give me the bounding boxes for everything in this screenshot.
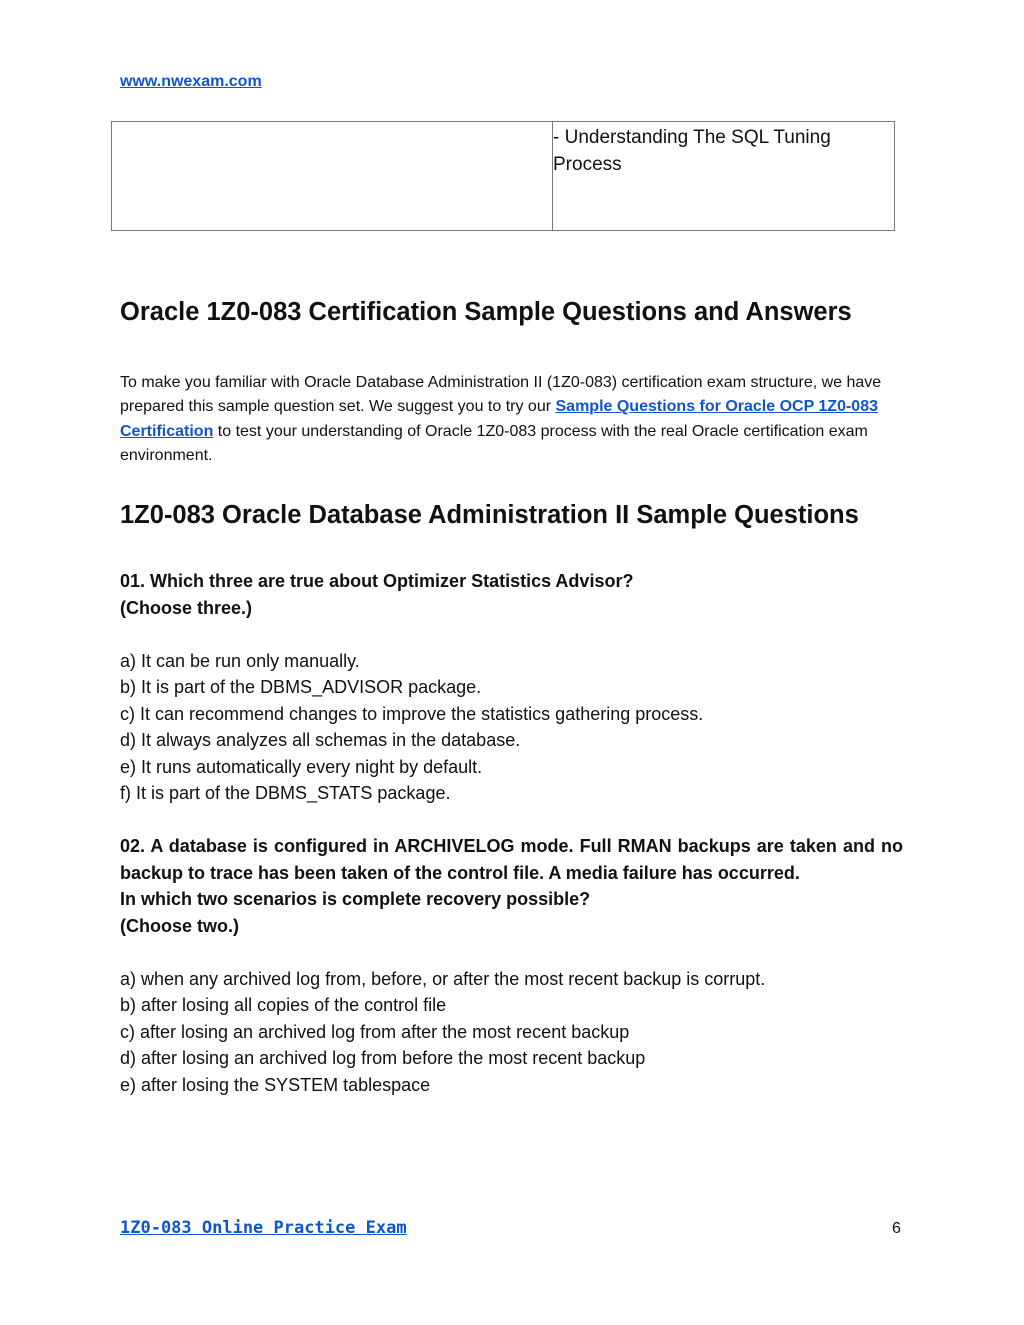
page-number: 6	[892, 1220, 901, 1237]
answer-option: c) It can recommend changes to improve the statistics gathering process.	[120, 703, 704, 724]
intro-text-end: to test your understanding of Oracle 1Z0-083 process with the real Oracle certification exam environment.	[120, 422, 868, 464]
answer-option: e) It runs automatically every night by default.	[120, 756, 483, 777]
answer-option: c) after losing an archived log from after the most recent backup	[120, 1021, 630, 1042]
intro-text-start: To make you familiar with Oracle Database Administration II (1Z0-083) certification exam structure, we have prepared this sample question set. We suggest you to try our	[120, 374, 882, 416]
table-cell-topic: - Understanding The SQL Tuning Process	[553, 127, 831, 175]
section-title-sample-questions: 1Z0-083 Oracle Database Administration II Sample Questions	[120, 501, 859, 529]
topic-table	[111, 121, 895, 231]
answer-options	[120, 966, 903, 1099]
answer-option: a) It can be run only manually.	[120, 650, 360, 671]
question-stem	[120, 568, 903, 621]
answer-options	[120, 648, 903, 807]
question-stem	[120, 833, 903, 939]
question-stem-line: 02. A database is configured in ARCHIVELOG mode. Full RMAN backups are taken and no backup to trace has been taken of the control file. A media failure has occurred.	[120, 836, 903, 883]
answer-option: d) It always analyzes all schemas in the database.	[120, 730, 521, 750]
site-header-link[interactable]: www.nwexam.com	[120, 73, 262, 90]
section-title-sample-questions-answers: Oracle 1Z0-083 Certification Sample Questions and Answers	[120, 298, 852, 326]
sample-questions-link[interactable]: Sample Questions for Oracle OCP 1Z0-083 Certification	[120, 398, 878, 440]
question-stem-line: (Choose two.)	[120, 915, 239, 936]
answer-option: b) after losing all copies of the control file	[120, 995, 447, 1015]
question-stem-line: In which two scenarios is complete recovery possible?	[120, 889, 591, 909]
question-stem-line: 01. Which three are true about Optimizer Statistics Advisor?	[120, 571, 634, 591]
online-practice-exam-link[interactable]: 1Z0-083 Online Practice Exam	[120, 1218, 407, 1238]
table-cell-empty	[112, 122, 553, 230]
question-1	[120, 568, 903, 807]
answer-option: e) after losing the SYSTEM tablespace	[120, 1074, 431, 1095]
answer-option: d) after losing an archived log from before the most recent backup	[120, 1048, 646, 1068]
answer-option: b) It is part of the DBMS_ADVISOR package.	[120, 677, 482, 697]
answer-option: f) It is part of the DBMS_STATS package.	[120, 783, 451, 803]
answer-option: a) when any archived log from, before, or after the most recent backup is corrupt.	[120, 968, 766, 989]
question-stem-line: (Choose three.)	[120, 597, 253, 618]
question-2	[120, 833, 903, 1098]
intro-paragraph	[120, 371, 885, 468]
